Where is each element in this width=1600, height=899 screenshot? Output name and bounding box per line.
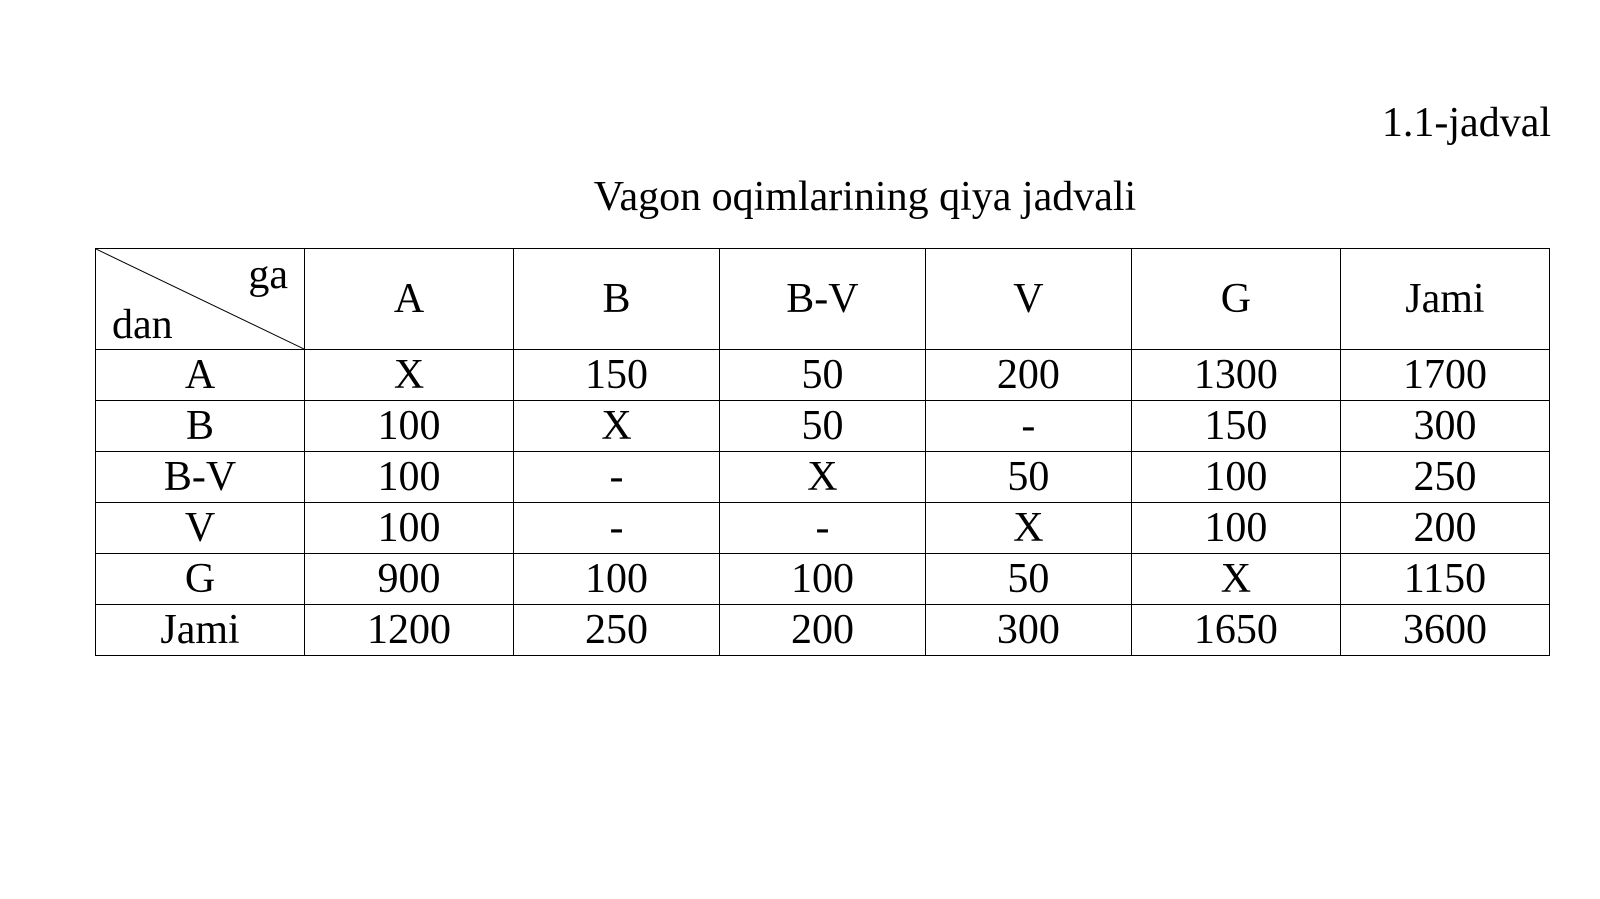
table-cell: 300 [1340, 401, 1549, 452]
table-cell: 50 [719, 401, 925, 452]
table-row [96, 605, 1550, 656]
wagon-flow-table [95, 248, 1550, 656]
table-cell: 150 [1131, 401, 1340, 452]
table-row [96, 452, 1550, 503]
table-cell: 1700 [1340, 350, 1549, 401]
table-cell: 50 [925, 554, 1131, 605]
table-row [96, 350, 1550, 401]
table-cell: 3600 [1340, 605, 1549, 656]
column-header: B-V [719, 249, 925, 350]
row-label: Jami [96, 605, 305, 656]
table-cell: 100 [1131, 452, 1340, 503]
table-cell: X [719, 452, 925, 503]
table-row [96, 503, 1550, 554]
table-cell: 1150 [1340, 554, 1549, 605]
table-row [96, 554, 1550, 605]
table-row [96, 401, 1550, 452]
table-cell: 50 [719, 350, 925, 401]
table-cell: 900 [305, 554, 514, 605]
table-cell: X [305, 350, 514, 401]
table-cell: 150 [514, 350, 720, 401]
corner-cell [96, 249, 305, 350]
row-label: G [96, 554, 305, 605]
table-cell: - [925, 401, 1131, 452]
table-cell: - [514, 452, 720, 503]
table-cell: 250 [514, 605, 720, 656]
table-cell: X [1131, 554, 1340, 605]
table-cell: 100 [1131, 503, 1340, 554]
table-cell: 100 [719, 554, 925, 605]
table-title: Vagon oqimlarining qiya jadvali [593, 174, 1137, 220]
table-cell: 50 [925, 452, 1131, 503]
corner-from-label: dan [112, 302, 173, 348]
table-cell: 200 [1340, 503, 1549, 554]
column-header: B [514, 249, 720, 350]
table-cell: X [925, 503, 1131, 554]
column-header: G [1131, 249, 1340, 350]
table-cell: 100 [305, 401, 514, 452]
table-cell: 100 [305, 452, 514, 503]
table-cell: 1200 [305, 605, 514, 656]
table-cell: - [719, 503, 925, 554]
table-cell: X [514, 401, 720, 452]
column-header: V [925, 249, 1131, 350]
table-cell: 1650 [1131, 605, 1340, 656]
table-cell: 200 [925, 350, 1131, 401]
column-header: Jami [1340, 249, 1549, 350]
row-label: A [96, 350, 305, 401]
table-cell: 100 [514, 554, 720, 605]
table-number: 1.1-jadval [1381, 100, 1551, 146]
table-cell: 300 [925, 605, 1131, 656]
table-cell: 1300 [1131, 350, 1340, 401]
table-cell: 250 [1340, 452, 1549, 503]
row-label: B [96, 401, 305, 452]
column-header: A [305, 249, 514, 350]
row-label: V [96, 503, 305, 554]
table-cell: 200 [719, 605, 925, 656]
header-row [96, 249, 1550, 350]
row-label: B-V [96, 452, 305, 503]
table-cell: 100 [305, 503, 514, 554]
table-cell: - [514, 503, 720, 554]
corner-to-label: ga [248, 252, 289, 298]
